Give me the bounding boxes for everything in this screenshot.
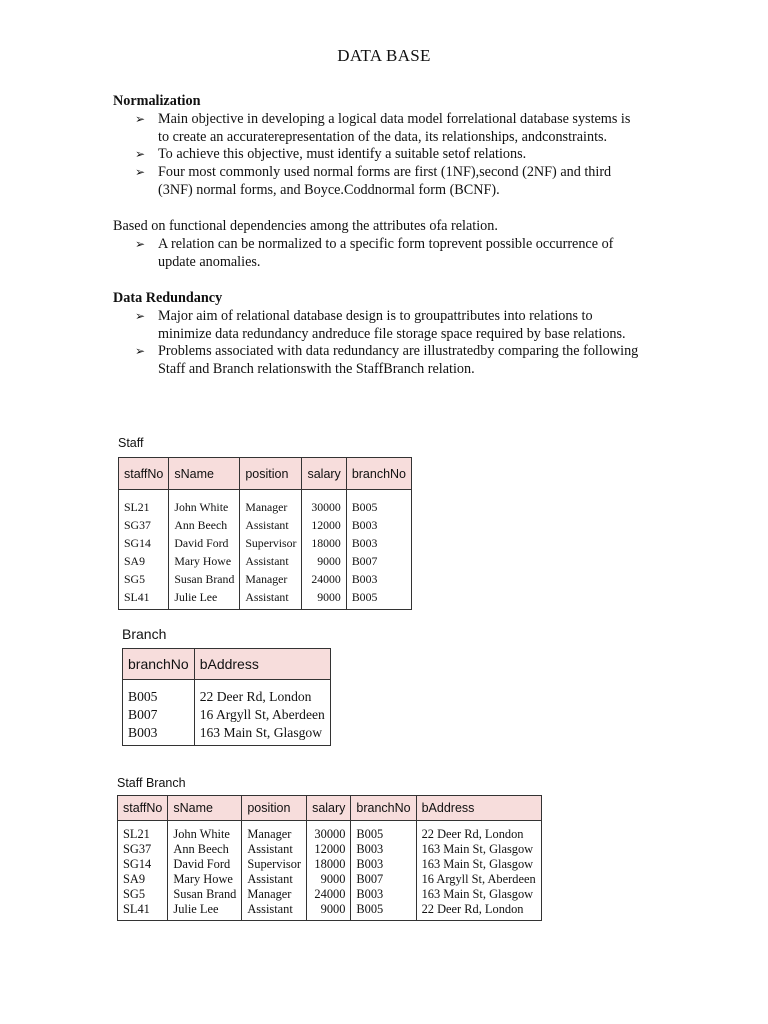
staff-table-figure <box>118 436 412 610</box>
arrow-bullet-icon: ➢ <box>135 236 146 251</box>
table-cell-staffno: SG37 <box>118 842 168 857</box>
table-cell-position: Manager <box>240 570 302 588</box>
table-row <box>123 724 331 746</box>
table-cell-branchno: B003 <box>346 516 411 534</box>
table-cell-sname: John White <box>169 490 240 517</box>
column-header-branchno: branchNo <box>351 796 416 821</box>
table-cell-salary: 24000 <box>307 887 351 902</box>
list-item <box>113 111 683 147</box>
table-cell-branchno: B003 <box>351 842 416 857</box>
table-cell-branchno: B007 <box>346 552 411 570</box>
column-header-branchno: branchNo <box>346 458 411 490</box>
list-item <box>113 236 683 272</box>
table-cell-sname: Ann Beech <box>169 516 240 534</box>
table-cell-staffno: SG14 <box>119 534 169 552</box>
staff-table <box>118 457 412 610</box>
table-cell-salary: 9000 <box>307 902 351 921</box>
column-header-staffno: staffNo <box>118 796 168 821</box>
redundancy-bullets <box>113 308 683 379</box>
table-cell-baddress: 22 Deer Rd, London <box>194 680 330 707</box>
dependency-paragraph: Based on functional dependencies among the attributes ofa relation. <box>113 218 498 234</box>
table-cell-branchno: B003 <box>123 724 195 746</box>
table-cell-position: Supervisor <box>242 857 307 872</box>
dependency-bullets <box>113 236 683 272</box>
arrow-bullet-icon: ➢ <box>135 308 146 323</box>
table-cell-salary: 18000 <box>307 857 351 872</box>
table-row <box>118 902 542 921</box>
table-cell-sname: Susan Brand <box>168 887 242 902</box>
bullet-line: Main objective in developing a logical data model forrelational database systems is <box>158 110 631 127</box>
arrow-bullet-icon: ➢ <box>135 165 146 180</box>
table-cell-branchno: B005 <box>351 821 416 843</box>
table-cell-branchno: B005 <box>123 680 195 707</box>
table-row <box>118 887 542 902</box>
table-cell-salary: 24000 <box>302 570 346 588</box>
table-cell-salary: 9000 <box>302 552 346 570</box>
staffbranch-table-caption: Staff Branch <box>117 776 186 790</box>
bullet-line: A relation can be normalized to a specific form toprevent possible occurrence of <box>158 235 614 252</box>
table-cell-staffno: SA9 <box>118 872 168 887</box>
table-row <box>123 680 331 707</box>
table-row <box>118 872 542 887</box>
table-cell-baddress: 163 Main St, Glasgow <box>416 857 541 872</box>
table-cell-salary: 12000 <box>302 516 346 534</box>
arrow-bullet-icon: ➢ <box>135 147 146 162</box>
table-cell-position: Assistant <box>242 842 307 857</box>
table-cell-baddress: 22 Deer Rd, London <box>416 821 541 843</box>
table-cell-baddress: 163 Main St, Glasgow <box>416 887 541 902</box>
arrow-bullet-icon: ➢ <box>135 111 146 126</box>
table-cell-sname: David Ford <box>168 857 242 872</box>
bullet-line: Problems associated with data redundancy are illustratedby comparing the following <box>158 343 639 360</box>
column-header-sname: sName <box>169 458 240 490</box>
table-cell-branchno: B003 <box>346 570 411 588</box>
branch-table-figure <box>122 626 331 746</box>
table-cell-position: Manager <box>242 821 307 843</box>
redundancy-heading: Data Redundancy <box>113 290 223 306</box>
table-row <box>119 534 412 552</box>
table-cell-position: Assistant <box>240 588 302 610</box>
table-cell-position: Assistant <box>242 872 307 887</box>
table-cell-staffno: SG37 <box>119 516 169 534</box>
normalization-bullets <box>113 111 683 200</box>
table-row <box>118 821 542 843</box>
table-row <box>119 570 412 588</box>
bullet-line: (3NF) normal forms, and Boyce.Coddnormal form (BCNF). <box>158 181 500 198</box>
table-cell-position: Assistant <box>240 552 302 570</box>
column-header-baddress: bAddress <box>194 649 330 680</box>
page-title: DATA BASE <box>337 46 431 65</box>
table-cell-branchno: B007 <box>351 872 416 887</box>
staffbranch-table <box>117 795 542 921</box>
table-cell-sname: John White <box>168 821 242 843</box>
bullet-line: minimize data redundancy andreduce file storage space required by base relations. <box>158 325 626 342</box>
table-cell-staffno: SG5 <box>119 570 169 588</box>
table-cell-sname: Julie Lee <box>169 588 240 610</box>
branch-table-caption: Branch <box>122 626 167 642</box>
table-cell-staffno: SL21 <box>118 821 168 843</box>
column-header-position: position <box>242 796 307 821</box>
table-header-row <box>119 458 412 490</box>
table-cell-staffno: SG5 <box>118 887 168 902</box>
bullet-line: Four most commonly used normal forms are first (1NF),second (2NF) and third <box>158 164 612 181</box>
column-header-branchno: branchNo <box>123 649 195 680</box>
table-cell-sname: Mary Howe <box>168 872 242 887</box>
column-header-salary: salary <box>307 796 351 821</box>
table-cell-branchno: B003 <box>351 857 416 872</box>
table-cell-sname: Ann Beech <box>168 842 242 857</box>
column-header-staffno: staffNo <box>119 458 169 490</box>
normalization-section <box>113 93 683 200</box>
table-row <box>119 490 412 517</box>
table-cell-salary: 12000 <box>307 842 351 857</box>
table-row <box>118 842 542 857</box>
bullet-line: to create an accuraterepresentation of the data, its relationships, andconstraints. <box>158 128 608 145</box>
bullet-line: update anomalies. <box>158 253 261 270</box>
table-cell-staffno: SA9 <box>119 552 169 570</box>
table-cell-staffno: SL41 <box>118 902 168 921</box>
arrow-bullet-icon: ➢ <box>135 344 146 359</box>
table-cell-salary: 9000 <box>307 872 351 887</box>
table-cell-position: Assistant <box>240 516 302 534</box>
table-cell-salary: 18000 <box>302 534 346 552</box>
table-cell-position: Assistant <box>242 902 307 921</box>
table-cell-branchno: B005 <box>346 588 411 610</box>
table-cell-branchno: B007 <box>123 706 195 724</box>
list-item <box>113 308 683 344</box>
dependency-section <box>113 218 683 271</box>
table-header-row <box>118 796 542 821</box>
table-cell-sname: Mary Howe <box>169 552 240 570</box>
table-cell-baddress: 163 Main St, Glasgow <box>416 842 541 857</box>
column-header-sname: sName <box>168 796 242 821</box>
list-item <box>113 164 683 200</box>
table-cell-branchno: B003 <box>346 534 411 552</box>
redundancy-section <box>113 290 683 379</box>
table-cell-salary: 30000 <box>302 490 346 517</box>
staff-table-caption: Staff <box>118 436 144 450</box>
table-cell-position: Manager <box>242 887 307 902</box>
normalization-heading: Normalization <box>113 93 201 109</box>
bullet-line: Major aim of relational database design is to groupattributes into relations to <box>158 307 593 324</box>
table-cell-sname: Julie Lee <box>168 902 242 921</box>
column-header-salary: salary <box>302 458 346 490</box>
list-item <box>113 146 683 164</box>
table-cell-salary: 9000 <box>302 588 346 610</box>
table-cell-baddress: 16 Argyll St, Aberdeen <box>416 872 541 887</box>
table-cell-staffno: SG14 <box>118 857 168 872</box>
table-cell-baddress: 22 Deer Rd, London <box>416 902 541 921</box>
table-cell-branchno: B003 <box>351 887 416 902</box>
bullet-line: To achieve this objective, must identify a suitable setof relations. <box>158 146 527 163</box>
table-cell-baddress: 163 Main St, Glasgow <box>194 724 330 746</box>
table-row <box>119 588 412 610</box>
branch-table <box>122 648 331 746</box>
table-row <box>123 706 331 724</box>
table-header-row <box>123 649 331 680</box>
table-cell-sname: David Ford <box>169 534 240 552</box>
table-cell-staffno: SL41 <box>119 588 169 610</box>
table-cell-baddress: 16 Argyll St, Aberdeen <box>194 706 330 724</box>
table-cell-salary: 30000 <box>307 821 351 843</box>
column-header-position: position <box>240 458 302 490</box>
list-item <box>113 343 683 379</box>
table-row <box>119 552 412 570</box>
table-cell-branchno: B005 <box>351 902 416 921</box>
bullet-line: Staff and Branch relationswith the StaffBranch relation. <box>158 361 475 378</box>
table-row <box>118 857 542 872</box>
table-cell-staffno: SL21 <box>119 490 169 517</box>
table-row <box>119 516 412 534</box>
column-header-baddress: bAddress <box>416 796 541 821</box>
table-cell-position: Manager <box>240 490 302 517</box>
table-cell-branchno: B005 <box>346 490 411 517</box>
table-cell-sname: Susan Brand <box>169 570 240 588</box>
staffbranch-table-figure <box>117 776 542 921</box>
table-cell-position: Supervisor <box>240 534 302 552</box>
